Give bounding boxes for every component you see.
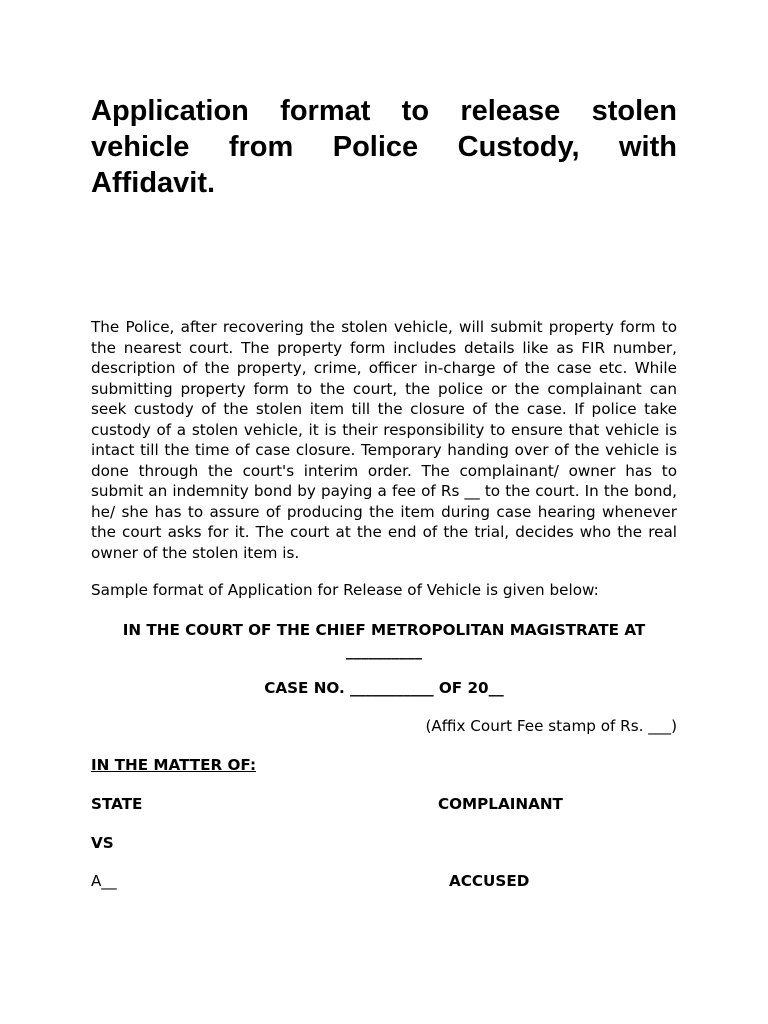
intro-paragraph: The Police, after recovering the stolen vehicle, will submit property form to the nearest court. The property form includes details like as FIR number, description of the property, crime, officer in-charge of the case etc. While submitting property form to the court, the police or the complainant can seek custody of the stolen item till the closure of the case. If police take custody of a stolen vehicle, it is their responsibility to ensure that vehicle is intact till the time of case closure. Temporary handing over of the vehicle is done through the court's interim order. The complainant/ owner has to submit an indemnity bond by paying a fee of Rs __ to the court. In the bond, he/ she has to assure of producing the item during case hearing whenever the court asks for it. The court at the end of the trial, decides who the real owner of the stolen item is. bbox=[91, 318, 677, 562]
party-state: STATE bbox=[91, 795, 143, 813]
court-heading: IN THE COURT OF THE CHIEF METROPOLITAN MAGISTRATE AT __________ bbox=[122, 621, 646, 660]
party-accused-name: A__ bbox=[91, 872, 117, 890]
case-number-line: CASE NO. ___________ OF 20__ bbox=[264, 679, 504, 697]
document-title: Application format to release stolen vehicle from Police Custody, with Affidavit. bbox=[91, 95, 677, 199]
in-the-matter-of-heading: IN THE MATTER OF: bbox=[91, 756, 257, 774]
party-accused-label: ACCUSED bbox=[449, 872, 530, 890]
versus-label: VS bbox=[91, 834, 114, 852]
court-fee-stamp-note: (Affix Court Fee stamp of Rs. ___) bbox=[425, 717, 677, 735]
party-complainant-label: COMPLAINANT bbox=[438, 795, 563, 813]
sample-format-line: Sample format of Application for Release of Vehicle is given below: bbox=[91, 581, 599, 599]
